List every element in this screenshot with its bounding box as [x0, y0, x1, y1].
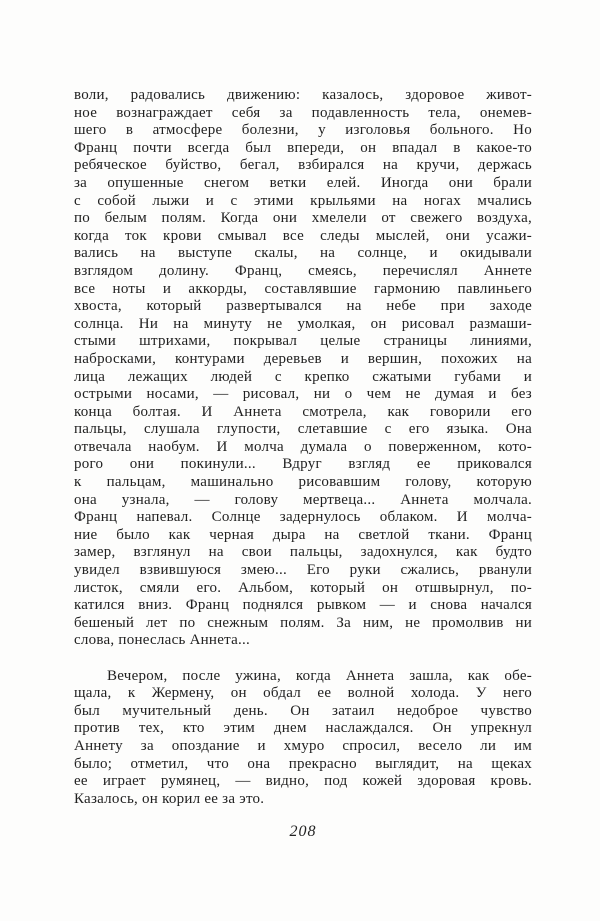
- text-line: катился вниз. Франц поднялся рывком — и снова начался: [74, 597, 532, 614]
- text-line: листок, смяли его. Альбом, который он отшвырнул, по-: [74, 579, 532, 596]
- text-line: Вечером, после ужина, когда Аннета зашла, как обе-: [107, 667, 532, 684]
- text-line: шего в атмосфере болезни, у изголовья больного. Но: [74, 122, 532, 139]
- text-line: ребяческое буйство, бегал, взбирался на кручи, держась: [74, 157, 532, 174]
- text-line: конца болтая. И Аннета смотрела, как говорили его: [74, 403, 532, 420]
- text-line: щала, к Жермену, он обдал ее волной холода. У него: [74, 685, 532, 702]
- text-line: против тех, кто этим днем наслаждался. Он упрекнул: [74, 720, 532, 737]
- paragraph: [74, 668, 532, 809]
- text-line: хвоста, который развертывался на небе при заходе: [74, 298, 532, 315]
- text-line: ее играет румянец, — видно, под кожей здоровая кровь.: [74, 773, 532, 790]
- text-line: Франц напевал. Солнце задернулось облаком. И молча-: [74, 509, 532, 526]
- text-line: когда ток крови смывал все следы мыслей, они усажи-: [74, 227, 532, 244]
- text-line: ние было как черная дыра на светлой ткани. Франц: [74, 526, 532, 543]
- text-line: за опушенные снегом ветки елей. Иногда они брали: [74, 174, 532, 191]
- text-block: [74, 87, 532, 808]
- text-line: лица лежащих людей с крепко сжатыми губами и: [74, 368, 532, 385]
- text-line: отвечала наобум. И молча думала о поверженном, кото-: [74, 438, 532, 455]
- text-line: Франц почти всегда был впереди, он впадал в какое-то: [74, 139, 532, 156]
- text-line: по белым полям. Когда они хмелели от свежего воздуха,: [74, 210, 532, 227]
- text-line: солнца. Ни на минуту не умолкая, он рисовал размаши-: [74, 315, 532, 332]
- text-line: воли, радовались движению: казалось, здоровое живот-: [74, 87, 532, 103]
- text-line: вались на выступе скалы, на солнце, и окидывали: [74, 245, 532, 262]
- text-line: взглядом долину. Франц, смеясь, перечислял Аннете: [74, 262, 532, 279]
- text-line: замер, взглянул на свои пальцы, задохнулся, как будто: [74, 544, 532, 561]
- text-line: к пальцам, машинально рисовавшим голову, которую: [74, 474, 532, 491]
- text-line: рого они покинули... Вдруг взгляд ее приковался: [74, 456, 532, 473]
- page-number: 208: [289, 823, 317, 840]
- text-line: с собой лыжи и с этими крыльями на ногах мчались: [74, 192, 532, 209]
- text-line: Аннету за опоздание и хмуро спросил, весело ли им: [74, 737, 532, 754]
- text-line: пальцы, слушала глупости, слетавшие с его языка. Она: [74, 421, 532, 438]
- text-line: был мучительный день. Он затаил недоброе чувство: [74, 702, 532, 719]
- text-line: увидел взвившуюся змею... Его руки сжались, рванули: [74, 562, 532, 579]
- text-line: бешеный лет по снежным полям. За ним, не промолвив ни: [74, 614, 532, 631]
- text-line: Казалось, он корил ее за это.: [74, 790, 265, 807]
- text-line: она узнала, — голову мертвеца... Аннета молчала.: [74, 491, 532, 508]
- text-line: было; отметил, что она прекрасно выглядит, на щеках: [74, 755, 532, 772]
- text-line: острыми носами, — рисовал, ни о чем не думая и без: [74, 386, 532, 403]
- text-line: стыми штрихами, покрывал целые страницы линиями,: [74, 333, 532, 350]
- text-line: слова, понеслась Аннета...: [74, 632, 251, 649]
- text-line: набросками, контурами деревьев и вершин, похожих на: [74, 350, 532, 367]
- paragraph: [74, 87, 532, 650]
- text-line: ное вознаграждает себя за подавленность тела, онемев-: [74, 104, 532, 121]
- text-line: все ноты и аккорды, составлявшие гармонию павлиньего: [74, 280, 532, 297]
